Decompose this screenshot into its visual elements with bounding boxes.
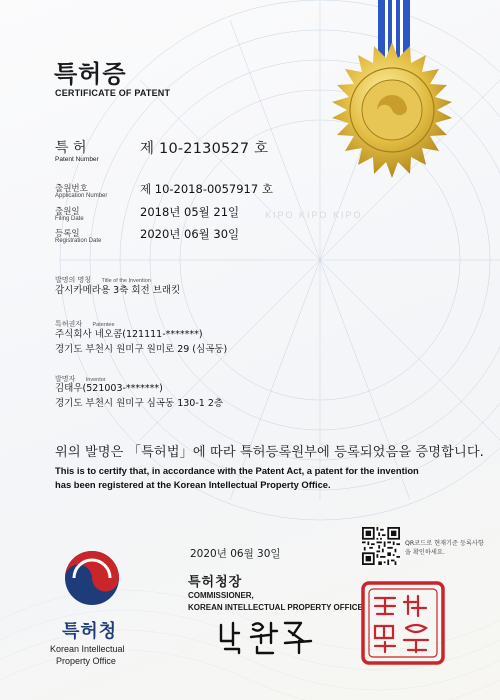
qr-code-icon[interactable] (362, 527, 400, 565)
certificate-title: 특허증 (54, 60, 127, 88)
kipo-watermark: KIPO KIPO KIPO (265, 210, 363, 220)
invention-title: 감시카메라용 3축 회전 브래킷 (55, 285, 181, 296)
official-seal-stamp-icon (360, 580, 446, 666)
gold-seal-icon (322, 40, 462, 180)
filing-date-value: 2018년 05월 21일 (140, 205, 240, 219)
kipo-taegeuk-logo-icon (62, 548, 122, 608)
commissioner-title-en-1: COMMISSIONER, (188, 591, 254, 600)
patent-number-label: 특 허 (55, 140, 87, 156)
patent-number-value: 제 10-2130527 호 (140, 141, 269, 157)
patentee-label: 특허권자 (55, 320, 83, 328)
invention-label-en: Title of the Invention (101, 278, 151, 284)
registration-date-label-en: Registration Date (55, 238, 102, 244)
certificate-title-en: CERTIFICATE OF PATENT (55, 88, 171, 98)
certify-statement-en-2: has been registered at the Korean Intellectual Property Office. (55, 479, 331, 490)
certify-statement-ko: 위의 발명은 「특허법」에 따라 특허등록원부에 등록되었음을 증명합니다. (55, 445, 484, 460)
commissioner-title-en-2: KOREAN INTELLECTUAL PROPERTY OFFICE (188, 603, 363, 612)
issue-date: 2020년 06월 30일 (190, 548, 281, 560)
application-number-label: 출원번호 (55, 184, 88, 194)
commissioner-title-ko: 특허청장 (188, 575, 243, 590)
patentee-address: 경기도 부천시 원미구 원미로 29 (심곡동) (55, 344, 228, 355)
inventor-name: 김태우(521003-*******) (55, 383, 163, 394)
inventor-label: 발명자 (55, 375, 76, 383)
logo-name-en-2: Property Office (56, 656, 116, 666)
commissioner-signature (215, 615, 325, 655)
invention-label: 발명의 명칭 (55, 276, 92, 284)
certify-statement-en-1: This is to certify that, in accordance with the Patent Act, a patent for the invention (55, 465, 419, 476)
patent-number-label-en: Patent Number (55, 156, 99, 163)
inventor-address: 경기도 부천시 원미구 심곡동 130-1 2층 (55, 398, 224, 409)
filing-date-label-en: Filing Date (55, 216, 84, 222)
logo-name-ko: 특허청 (62, 621, 118, 642)
patentee-name: 주식회사 네오콤(121111-*******) (55, 329, 203, 340)
registration-date-label: 등록일 (55, 229, 80, 239)
registration-date-value: 2020년 06월 30일 (140, 227, 240, 241)
patentee-label-en: Patentee (92, 322, 115, 328)
application-number-value: 제 10-2018-0057917 호 (140, 182, 273, 196)
application-number-label-en: Application Number (55, 193, 108, 199)
qr-note: QR코드로 현재기준 등록사항을 확인하세요. (405, 540, 484, 556)
filing-date-label: 출원일 (55, 207, 80, 217)
logo-name-en-1: Korean Intellectual (50, 644, 125, 654)
inventor-label-en: Inventor (85, 377, 106, 383)
